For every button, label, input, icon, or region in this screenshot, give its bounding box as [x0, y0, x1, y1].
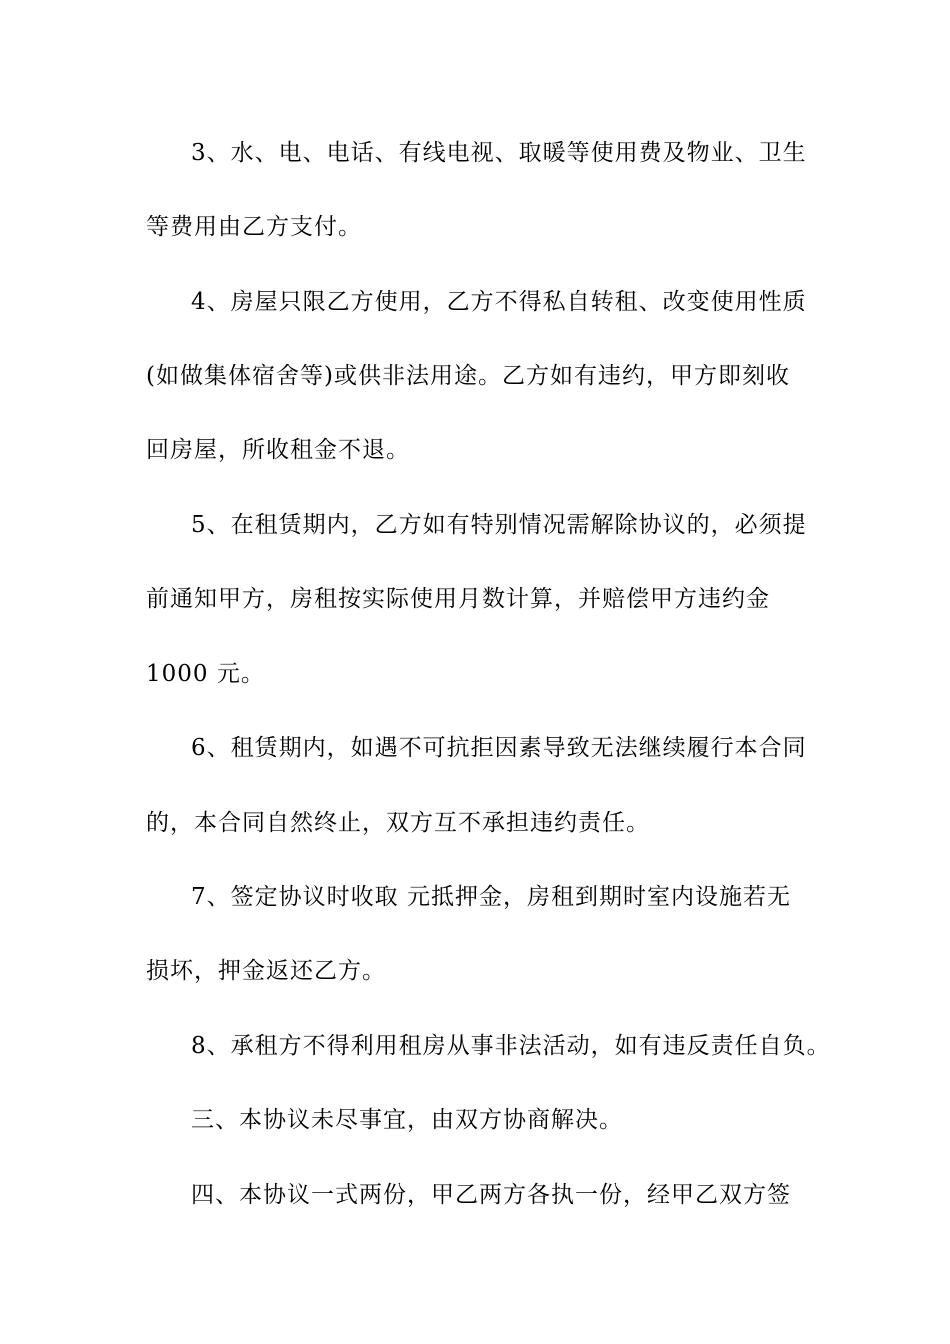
clause-7-line-1: 7、签定协议时收取 元抵押金，房租到期时室内设施若无 — [191, 884, 791, 910]
section-4-line-1: 四、本协议一式两份，甲乙两方各执一份，经甲乙双方签 — [191, 1182, 791, 1208]
section-3-line-1: 三、本协议未尽事宜，由双方协商解决。 — [191, 1107, 623, 1133]
clause-3-line-2: 等费用由乙方支付。 — [146, 214, 362, 240]
clause-3-line-1: 3、水、电、电话、有线电视、取暖等使用费及物业、卫生 — [191, 140, 807, 166]
clause-5-line-1: 5、在租赁期内，乙方如有特别情况需解除协议的，必须提 — [191, 512, 807, 538]
clause-6-line-2: 的，本合同自然终止，双方互不承担违约责任。 — [146, 810, 650, 836]
clause-5-line-2: 前通知甲方，房租按实际使用月数计算，并赔偿甲方违约金 — [146, 586, 770, 612]
clause-4-line-2: (如做集体宿舍等)或供非法用途。乙方如有违约，甲方即刻收 — [146, 363, 790, 389]
clause-4-line-1: 4、房屋只限乙方使用，乙方不得私自转租、改变使用性质 — [191, 289, 807, 315]
clause-7-line-2: 损坏，押金返还乙方。 — [146, 958, 386, 984]
clause-5-line-3: 1000 元。 — [146, 661, 265, 687]
clause-4-line-3: 回房屋，所收租金不退。 — [146, 437, 410, 463]
clause-8-line-1: 8、承租方不得利用租房从事非法活动，如有违反责任自负。 — [191, 1033, 831, 1059]
clause-6-line-1: 6、租赁期内，如遇不可抗拒因素导致无法继续履行本合同 — [191, 735, 807, 761]
